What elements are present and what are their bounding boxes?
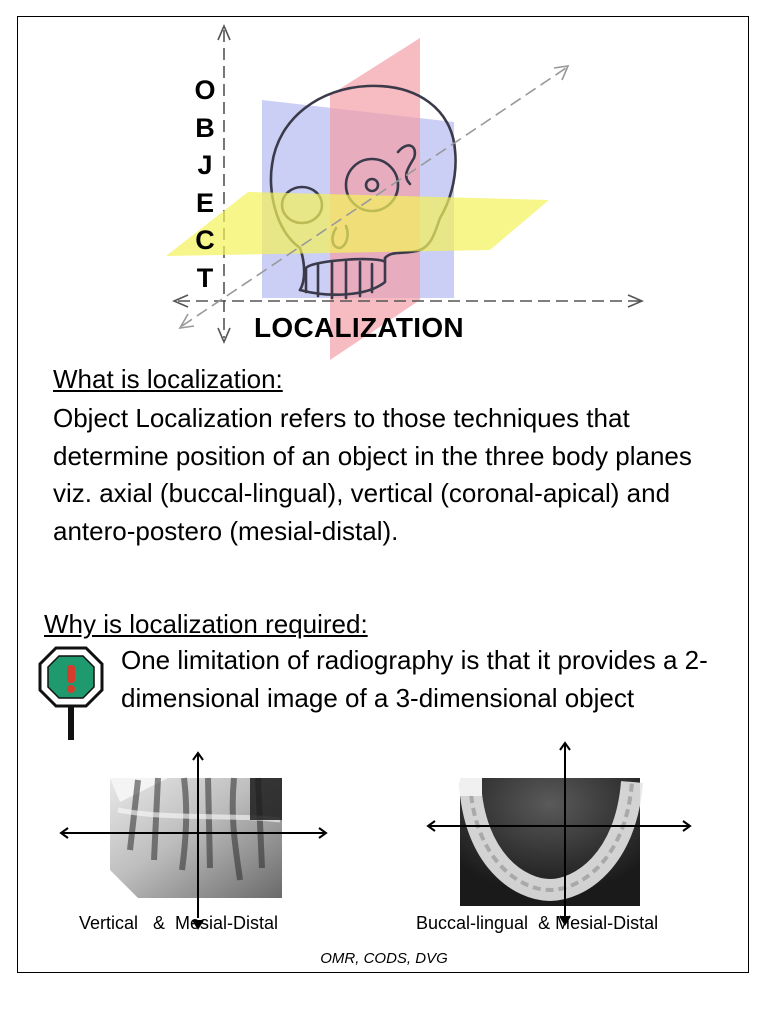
axis-letter: E (195, 187, 214, 218)
axis-letter: T (196, 262, 214, 293)
what-body: Object Localization refers to those techniques that determine position of an object in the three body planes viz. axial (buccal-lingual), vertical (coronal-apical) and antero-postero (mesial-distal). (53, 403, 692, 546)
axis-letter: J (197, 150, 213, 180)
footer-credit: OMR, CODS, DVG (320, 950, 448, 967)
occlusal-radiograph (420, 740, 700, 920)
localization-title: LOCALIZATION (254, 312, 464, 343)
localization-diagram (0, 0, 768, 360)
object-axis-label (188, 72, 222, 297)
why-heading: Why is localization required: (44, 609, 368, 639)
why-body: One limitation of radiography is that it provides a 2-dimensional image of a 3-dimensional object (121, 645, 708, 713)
warning-sign-icon (36, 644, 106, 744)
axis-letter: O (194, 75, 216, 105)
axis-letter: C (195, 225, 215, 255)
what-heading: What is localization: (53, 364, 283, 394)
axis-letter: B (195, 112, 215, 143)
periapical-radiograph (58, 750, 348, 900)
right-figure-caption: Buccal-lingual & Mesial-Distal (416, 913, 659, 933)
left-figure-caption: Vertical & Mesial-Distal (79, 913, 279, 933)
